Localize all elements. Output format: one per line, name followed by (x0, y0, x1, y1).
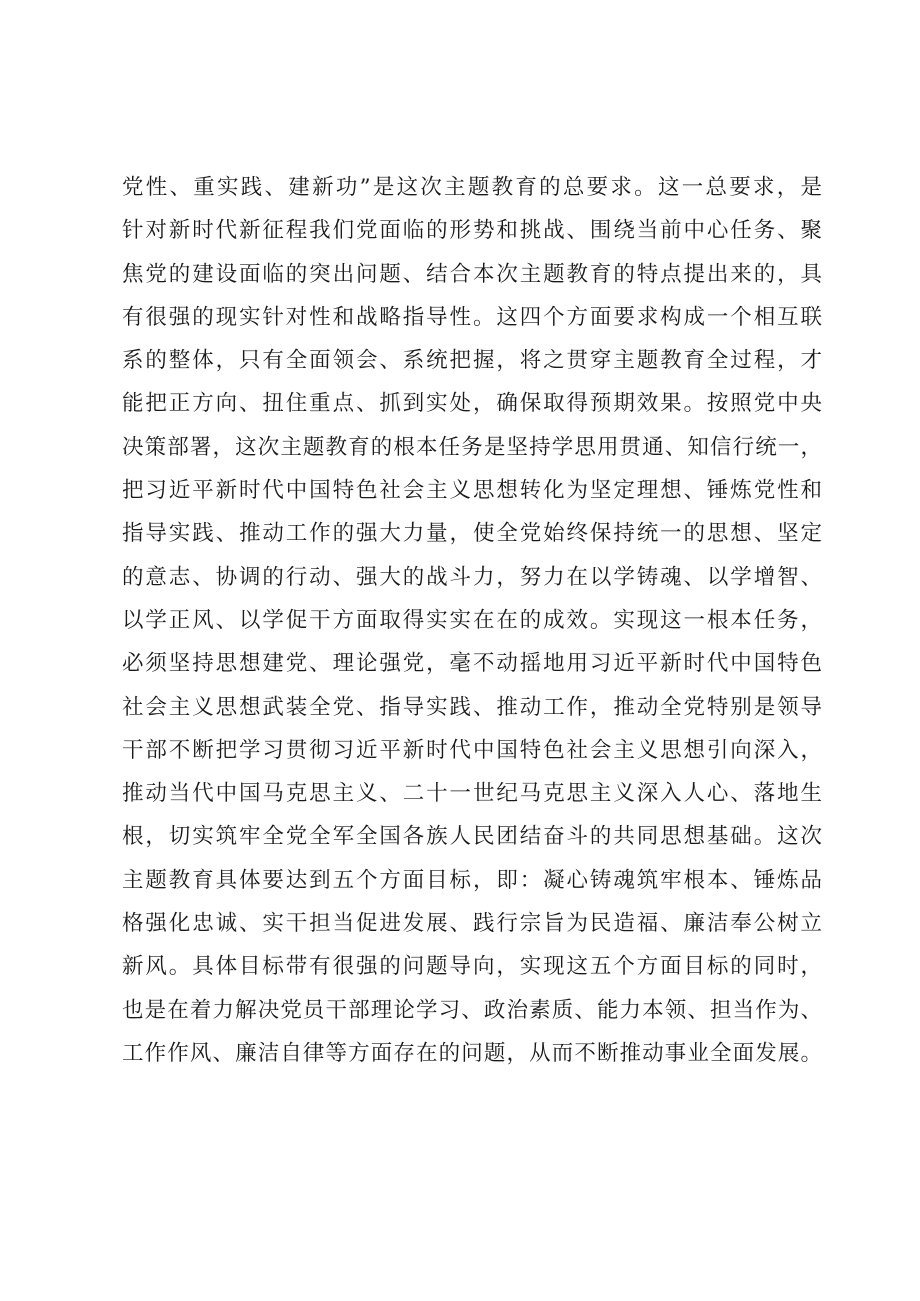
text-line: 必须坚持思想建党、理论强党，毫不动摇地用习近平新时代中国特色 (122, 651, 822, 677)
text-line: 把习近平新时代中国特色社会主义思想转化为坚定理想、锤炼党性和 (122, 478, 822, 504)
text-line: 决策部署，这次主题教育的根本任务是坚持学思用贯通、知信行统一， (122, 434, 822, 460)
text-line: 能把正方向、扭住重点、抓到实处，确保取得预期效果。按照党中央 (122, 391, 822, 417)
text-line: 新风。具体目标带有很强的问题导向，实现这五个方面目标的同时， (122, 954, 822, 980)
text-line: 针对新时代新征程我们党面临的形势和挑战、围绕当前中心任务、聚 (122, 218, 822, 244)
text-line: 系的整体，只有全面领会、系统把握，将之贯穿主题教育全过程，才 (122, 348, 822, 374)
text-line: 主题教育具体要达到五个方面目标，即：凝心铸魂筑牢根本、锤炼品 (122, 867, 822, 893)
text-line: 的意志、协调的行动、强大的战斗力，努力在以学铸魂、以学增智、 (122, 564, 822, 590)
text-line: 推动当代中国马克思主义、二十一世纪马克思主义深入人心、落地生 (122, 781, 822, 807)
text-line: 根，切实筑牢全党全军全国各族人民团结奋斗的共同思想基础。这次 (122, 824, 822, 850)
body-paragraph (122, 166, 822, 1075)
text-line: 焦党的建设面临的突出问题、结合本次主题教育的特点提出来的，具 (122, 261, 822, 287)
text-line: 指导实践、推动工作的强大力量，使全党始终保持统一的思想、坚定 (122, 521, 822, 547)
text-line: 也是在着力解决党员干部理论学习、政治素质、能力本领、担当作为、 (122, 997, 822, 1023)
text-line: 干部不断把学习贯彻习近平新时代中国特色社会主义思想引向深入， (122, 737, 822, 763)
text-line: 以学正风、以学促干方面取得实实在在的成效。实现这一根本任务， (122, 607, 822, 633)
text-line: 党性、重实践、建新功”是这次主题教育的总要求。这一总要求，是 (122, 175, 822, 200)
text-line: 有很强的现实针对性和战略指导性。这四个方面要求构成一个相互联 (122, 304, 822, 330)
text-line: 社会主义思想武装全党、指导实践、推动工作，推动全党特别是领导 (122, 694, 822, 720)
text-line: 工作作风、廉洁自律等方面存在的问题，从而不断推动事业全面发展。 (122, 1040, 822, 1066)
text-line: 格强化忠诚、实干担当促进发展、践行宗旨为民造福、廉洁奉公树立 (122, 911, 822, 937)
